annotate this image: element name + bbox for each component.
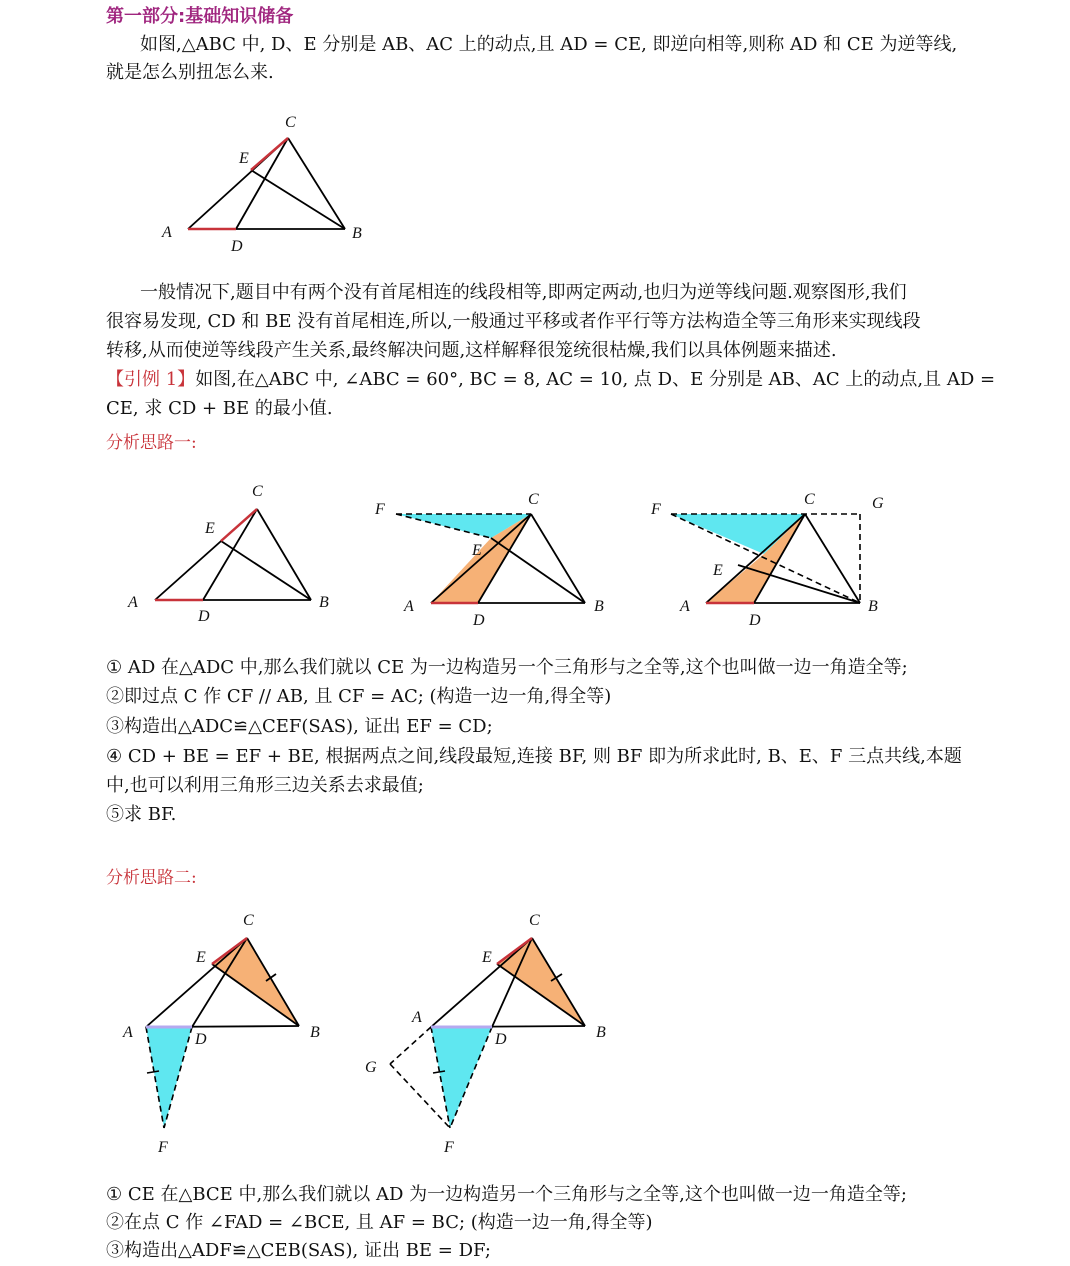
approach2-step-1: ① CE 在△BCE 中,那么我们就以 AD 为一边构造另一个三角形与之全等,这个也叫做一边一角造全等; — [106, 1184, 907, 1205]
approach1-step-4: ④ CD + BE = EF + BE, 根据两点之间,线段最短,连接 BF, 则 BF 即为所求此时, B、E、F 三点共线,本题 — [106, 746, 962, 767]
label-E: E — [205, 520, 215, 537]
label-F: F — [158, 1139, 168, 1156]
label-B: B — [596, 1024, 606, 1041]
approach2-step-2: ②在点 C 作 ∠FAD = ∠BCE, 且 AF = BC; (构造一边一角,得全等) — [106, 1212, 653, 1233]
label-E: E — [472, 542, 482, 559]
approach1-step-1: ① AD 在△ADC 中,那么我们就以 CE 为一边构造另一个三角形与之全等,这个也叫做一边一角造全等; — [106, 657, 908, 678]
label-C: C — [243, 912, 254, 929]
label-B: B — [352, 225, 362, 242]
approach1-heading: 分析思路一: — [106, 433, 197, 453]
approach2-step-3: ③构造出△ADF≌△CEB(SAS), 证出 BE = DF; — [106, 1240, 491, 1261]
label-B: B — [594, 598, 604, 615]
approach2-heading: 分析思路二: — [106, 868, 197, 888]
label-C: C — [285, 114, 296, 131]
label-C: C — [804, 491, 815, 508]
label-A: A — [123, 1024, 133, 1041]
fig-2a — [122, 912, 320, 1156]
label-E: E — [239, 150, 249, 167]
label-F: F — [375, 501, 385, 518]
approach1-step-5: 中,也可以利用三角形三边关系去求最值; — [106, 775, 424, 796]
label-G: G — [365, 1059, 377, 1076]
label-C: C — [252, 483, 263, 500]
label-B: B — [310, 1024, 320, 1041]
label-A: A — [404, 598, 414, 615]
approach1-step-2: ②即过点 C 作 CF // AB, 且 CF = AC; (构造一边一角,得全等) — [106, 686, 612, 707]
label-F: F — [444, 1139, 454, 1156]
example-tag: 【引例 1】 — [106, 369, 196, 390]
label-D: D — [495, 1031, 507, 1048]
label-A: A — [412, 1009, 422, 1026]
intro-line-2: 就是怎么别扭怎么来. — [106, 62, 274, 83]
approach1-step-6: ⑤求 BF. — [106, 804, 177, 825]
approach1-step-3: ③构造出△ADC≌△CEF(SAS), 证出 EF = CD; — [106, 716, 493, 737]
label-E: E — [196, 949, 206, 966]
fig-2b — [365, 912, 606, 1156]
label-D: D — [473, 612, 485, 629]
label-D: D — [198, 608, 210, 625]
label-D: D — [231, 238, 243, 255]
label-A: A — [680, 598, 690, 615]
label-F: F — [651, 501, 661, 518]
general-line-3: 转移,从而使逆等线段产生关系,最终解决问题,这样解释很笼统很枯燥,我们以具体例题来描述. — [106, 340, 837, 361]
label-E: E — [482, 949, 492, 966]
label-E: E — [713, 562, 723, 579]
label-C: C — [528, 491, 539, 508]
section-title: 第一部分:基础知识储备 — [106, 6, 294, 27]
label-A: A — [128, 594, 138, 611]
general-line-2: 很容易发现, CD 和 BE 没有首尾相连,所以,一般通过平移或者作平行等方法构造全等三角形来实现线段 — [106, 311, 921, 332]
label-A: A — [162, 224, 172, 241]
intro-line-1: 如图,△ABC 中, D、E 分别是 AB、AC 上的动点,且 AD = CE, 即逆向相等,则称 AD 和 CE 为逆等线, — [140, 34, 958, 55]
example-line-1: 【引例 1】如图,在△ABC 中, ∠ABC = 60°, BC = 8, AC = 10, 点 D、E 分别是 AB、AC 上的动点,且 AD = — [106, 369, 996, 390]
label-D: D — [195, 1031, 207, 1048]
label-D: D — [749, 612, 761, 629]
label-C: C — [529, 912, 540, 929]
example-line-2: CE, 求 CD + BE 的最小值. — [106, 398, 333, 419]
label-B: B — [319, 594, 329, 611]
label-G: G — [872, 495, 884, 512]
general-line-1: 一般情况下,题目中有两个没有首尾相连的线段相等,即两定两动,也归为逆等线问题.观察图形,我们 — [140, 282, 907, 303]
label-B: B — [868, 598, 878, 615]
